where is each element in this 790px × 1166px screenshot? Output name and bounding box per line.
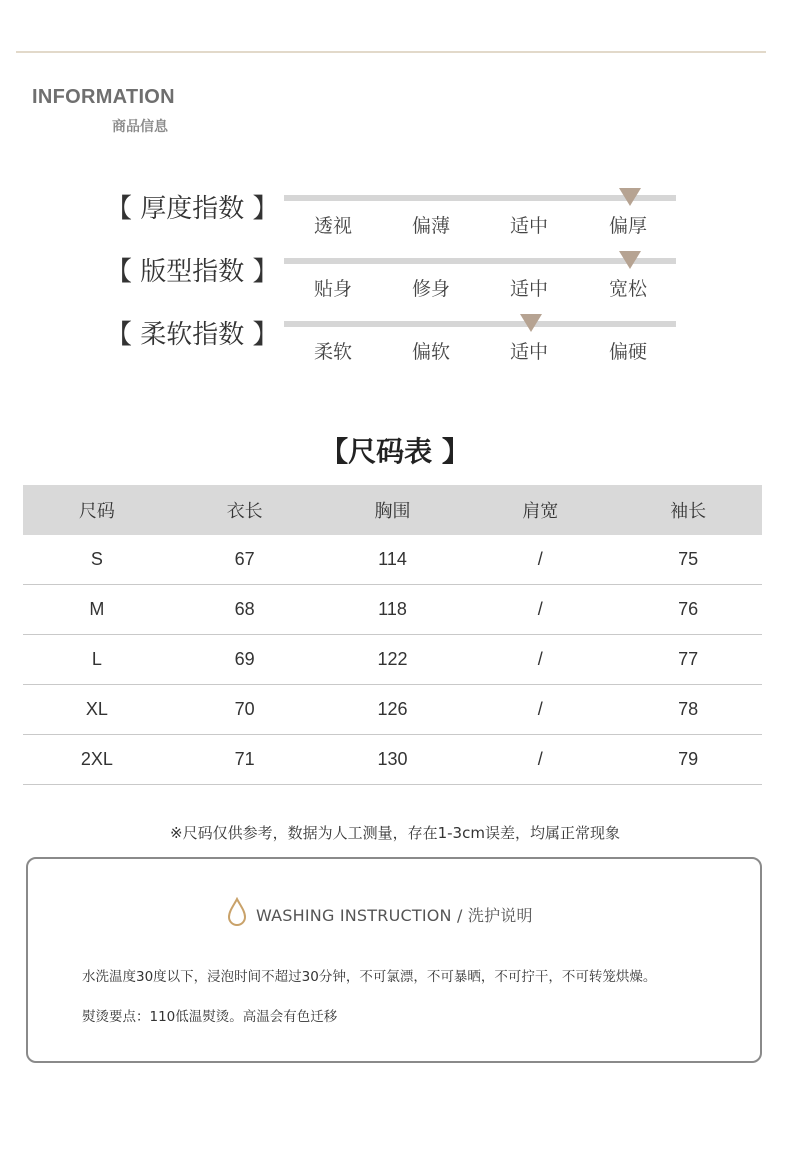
washing-title: WASHING INSTRUCTION / 洗护说明 <box>256 906 533 925</box>
index-label: 【 厚度指数 】 <box>106 194 279 224</box>
table-cell: 75 <box>614 535 762 585</box>
table-cell: 70 <box>171 685 319 735</box>
index-option: 修身 <box>411 278 450 300</box>
index-option: 适中 <box>509 278 548 300</box>
index-option: 偏薄 <box>411 215 450 237</box>
table-cell: S <box>23 535 171 585</box>
table-cell: / <box>466 735 614 785</box>
table-cell: 68 <box>171 585 319 635</box>
water-drop-icon <box>226 897 248 927</box>
index-option: 适中 <box>509 341 548 363</box>
index-row-thickness <box>0 188 790 248</box>
measurement-note: ※尺码仅供参考，数据为人工测量，存在1-3cm误差，均属正常现象 <box>170 824 620 842</box>
table-cell: / <box>466 685 614 735</box>
table-cell: / <box>466 635 614 685</box>
table-cell: 76 <box>614 585 762 635</box>
table-cell: 67 <box>171 535 319 585</box>
table-row <box>23 635 762 685</box>
index-option: 适中 <box>509 215 548 237</box>
index-scale-bar <box>284 258 676 264</box>
table-cell: 69 <box>171 635 319 685</box>
index-marker-icon <box>619 251 641 269</box>
table-cell: 114 <box>319 535 467 585</box>
information-subheading: 商品信息 <box>112 119 168 135</box>
index-option: 宽松 <box>608 278 647 300</box>
table-cell: 78 <box>614 685 762 735</box>
index-option: 偏厚 <box>608 215 647 237</box>
table-row <box>23 535 762 585</box>
table-cell: 2XL <box>23 735 171 785</box>
index-marker-icon <box>619 188 641 206</box>
table-cell: L <box>23 635 171 685</box>
index-option: 偏硬 <box>608 341 647 363</box>
information-heading: INFORMATION <box>32 86 175 108</box>
index-option: 透视 <box>313 215 352 237</box>
index-option: 柔软 <box>313 341 352 363</box>
table-cell: / <box>466 535 614 585</box>
table-header-cell: 尺码 <box>23 485 171 535</box>
table-header-cell: 肩宽 <box>466 485 614 535</box>
table-header-cell: 袖长 <box>614 485 762 535</box>
table-cell: XL <box>23 685 171 735</box>
top-divider <box>16 51 766 53</box>
index-scale-bar <box>284 321 676 327</box>
washing-instruction-box <box>26 857 762 1063</box>
table-row <box>23 585 762 635</box>
washing-text-line: 水洗温度30度以下，浸泡时间不超过30分钟，不可氯漂，不可暴晒，不可拧干，不可转笼烘燥。 <box>82 969 657 985</box>
size-chart-title: 【尺码表 】 <box>320 435 470 468</box>
index-label: 【 版型指数 】 <box>106 257 279 287</box>
table-cell: 118 <box>319 585 467 635</box>
table-cell: 130 <box>319 735 467 785</box>
index-label: 【 柔软指数 】 <box>106 320 279 350</box>
index-option: 偏软 <box>411 341 450 363</box>
table-row <box>23 685 762 735</box>
table-cell: 122 <box>319 635 467 685</box>
table-cell: 79 <box>614 735 762 785</box>
table-header-cell: 衣长 <box>171 485 319 535</box>
table-cell: / <box>466 585 614 635</box>
index-row-softness <box>0 314 790 374</box>
index-option: 贴身 <box>313 278 352 300</box>
table-row <box>23 735 762 785</box>
table-cell: M <box>23 585 171 635</box>
table-cell: 71 <box>171 735 319 785</box>
table-header-row <box>23 485 762 535</box>
size-table <box>23 485 762 785</box>
table-header-cell: 胸围 <box>319 485 467 535</box>
table-cell: 126 <box>319 685 467 735</box>
index-marker-icon <box>520 314 542 332</box>
index-scale-bar <box>284 195 676 201</box>
ironing-text-line: 熨烫要点：110低温熨烫。高温会有色迁移 <box>82 1009 338 1025</box>
table-cell: 77 <box>614 635 762 685</box>
index-row-fit <box>0 251 790 311</box>
